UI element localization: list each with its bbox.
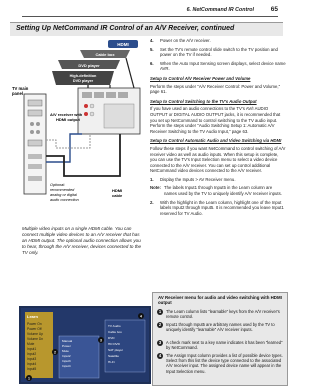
svg-text:DVD player: DVD player: [78, 63, 100, 68]
hdmi-badge-label: HDMI: [117, 42, 129, 47]
note: Note: The labels Input1 through Input5 in the Learn column are names used by the TV to uniquely identify A/V receiver inputs.: [150, 185, 282, 197]
step-4: 4. Power on the A/V receiver.: [150, 38, 211, 43]
svg-text:Input3: Input3: [62, 359, 71, 363]
step-2: 2. With the highlight in the Learn column, highlight one of the Input labels Input2 through Input5. It is recommended you leave Input1 reserved for TV Audio.: [150, 199, 284, 216]
svg-text:Hi-Fi: Hi-Fi: [108, 360, 115, 364]
figure-caption: Multiple video inputs on a single HDMI cable. You can connect multiple video devices to an A/V receiver that has an HDMI output. The optional audio connection allows you to hear, through the A/V receiver, devices connected to the TV only.: [22, 226, 142, 255]
header-rule: [22, 16, 278, 17]
svg-text:Input4: Input4: [62, 364, 71, 368]
svg-text:Input2: Input2: [62, 354, 71, 358]
svg-text:SAT player: SAT player: [108, 348, 124, 352]
svg-text:HD DVD: HD DVD: [108, 342, 120, 346]
hd-dvd-player: [52, 71, 114, 85]
svg-text:Input5: Input5: [27, 367, 37, 371]
svg-text:TV Audio: TV Audio: [108, 324, 121, 328]
svg-text:panel: panel: [12, 91, 23, 96]
svg-text:Volume Up: Volume Up: [27, 332, 44, 336]
right-column: [150, 38, 286, 219]
av-receiver: [50, 88, 140, 134]
page-number: 65: [270, 6, 278, 13]
subsection-body: If you have used an audio connections to the TV's AV/I AUDIO OUTPUT or DIGITAL AUDIO OUTPUT jacks, it is recommended that you set up NetCommand to control switching to the TV audio input. Perform the steps under "Audio Switching Setup 1: Automatic A/V Receiver Switching to the TV Audio Input," page 63.: [150, 106, 281, 134]
step-6: 6. When the Auto Input Sensing screen displays, select device name AVR.: [150, 60, 286, 72]
cable-box: [80, 50, 130, 58]
hdmi-badge: [108, 40, 138, 48]
subsection-body: Follow these steps if you want NetCommand to control switching of A/V receiver video as well as audio inputs. When this setup is complete, you can use the TV's Input Selection menu to select a video device connected to the A/V receiver. You can set up control additional NetCommand video devices connected to the A/V receiver.: [150, 145, 286, 174]
step-1: 1. Display the Inputs > AV Receiver menu.: [150, 176, 236, 182]
svg-text:audio connection: audio connection: [50, 198, 79, 202]
connection-diagram: [10, 36, 150, 224]
svg-text:Cable box: Cable box: [108, 330, 122, 334]
tv-main-panel: [12, 86, 46, 194]
optional-audio-label: [50, 183, 79, 202]
subsection-heading: Setup to Control Switching to the TV's Audio Output: [150, 98, 257, 104]
svg-text:DVD: DVD: [108, 336, 115, 340]
svg-text:DVD player: DVD player: [72, 79, 94, 83]
svg-text:HDMI: HDMI: [112, 188, 123, 193]
svg-text:Input4: Input4: [27, 362, 37, 366]
svg-text:4: 4: [140, 314, 142, 319]
chapter-title: 6. NetCommand IR Control: [186, 7, 254, 13]
subsection-body: Perform the steps under "A/V Receiver Control: Power and Volume," page 61.: [150, 83, 281, 95]
svg-text:Mute: Mute: [27, 342, 35, 346]
svg-text:Volume Dn: Volume Dn: [27, 337, 44, 341]
svg-text:1: 1: [28, 376, 30, 381]
section-banner: [10, 22, 283, 36]
svg-text:Power: Power: [62, 344, 71, 348]
dvd-player: [58, 60, 120, 69]
svg-text:2: 2: [54, 350, 56, 355]
svg-text:analog or digital: analog or digital: [50, 193, 77, 197]
step-5: 5. Set the TV's remote control slide switch to the TV position and power on the TV if needed.: [150, 46, 278, 58]
av-receiver-menu-screenshot: [19, 306, 151, 384]
svg-text:High-definition: High-definition: [69, 74, 97, 78]
svg-text:Power On: Power On: [27, 322, 42, 326]
svg-text:Satellite: Satellite: [108, 354, 120, 358]
svg-text:TV main: TV main: [12, 86, 29, 91]
hdmi-cable-label: [112, 188, 123, 198]
svg-text:A/V receiver with: A/V receiver with: [50, 112, 83, 117]
info-box: AV Receiver menu for audio and video switching with HDMI output 1 The Learn column lists "learnable" keys from the A/V receiver's remote control. 2 Input1 through Input5 are arbitrary names used by the TV to uniquely identify "learnable" A/V receiver inputs. 3 A check mark next to a key name indicates it has been "learned" by NetCommand. 4 The Assign Input column provides a list of possible device types. Select from this list the device type connected to the associated A/V receiver input. The assigned device name will appear in the Input Selection menu.: [152, 292, 288, 386]
svg-text:cable: cable: [112, 193, 123, 198]
svg-text:Power Off: Power Off: [27, 327, 42, 331]
svg-text:Input3: Input3: [27, 357, 37, 361]
svg-text:Cable box: Cable box: [95, 52, 115, 57]
svg-text:Optional:: Optional:: [50, 183, 66, 187]
svg-text:Input1: Input1: [27, 347, 37, 351]
svg-text:3: 3: [100, 338, 102, 343]
svg-text:recommended: recommended: [50, 188, 75, 192]
svg-text:HDMI output: HDMI output: [56, 117, 80, 122]
subsection-heading: Setup to Control A/V Receiver Power and Volume: [150, 75, 251, 81]
page-header: [22, 7, 278, 18]
svg-text:Learn: Learn: [27, 314, 38, 319]
info-box-title: AV Receiver menu for audio and video switching with HDMI output: [158, 295, 282, 306]
svg-text:Mute: Mute: [62, 349, 69, 353]
svg-text:Input2: Input2: [27, 352, 37, 356]
section-title: Setting Up NetCommand IR Control of an A/V Receiver, continued: [16, 25, 235, 32]
subsection-heading: Setup to Control Automatic Audio and Video Switching via HDMI: [150, 138, 282, 144]
svg-text:Manual: Manual: [62, 339, 73, 343]
